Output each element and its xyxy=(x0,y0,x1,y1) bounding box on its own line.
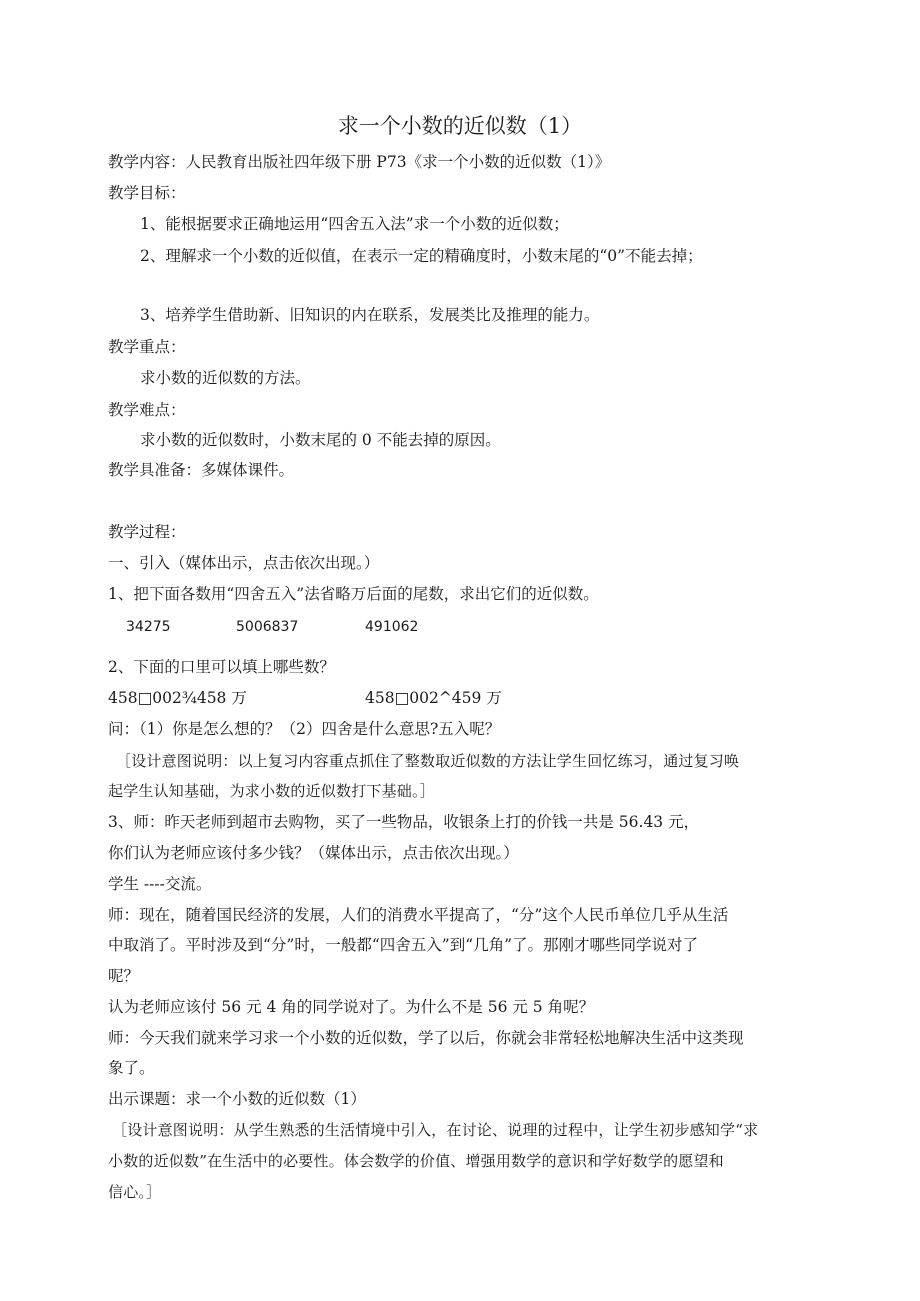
number-item: 34275 xyxy=(126,619,171,635)
difficulty-text: 求小数的近似数时，小数末尾的 0 不能去掉的原因。 xyxy=(140,431,501,449)
teacher-line: 呢？ xyxy=(108,967,140,985)
objective-item: 2、理解求一个小数的近似值，在表示一定的精确度时，小数末尾的“0”不能去掉； xyxy=(140,247,703,265)
design-note-2: 小数的近似数”在生活中的必要性。体会数学的价值、增强用数学的意识和学好数学的愿望和 xyxy=(108,1152,724,1170)
page-title: 求一个小数的近似数（1） xyxy=(337,114,583,138)
teacher-line: 师：今天我们就来学习求一个小数的近似数，学了以后，你就会非常轻松地解决生活中这类现 xyxy=(108,1029,744,1047)
number-item: 5006837 xyxy=(236,619,299,635)
objectives-heading: 教学目标： xyxy=(108,184,186,202)
question-3: 3、师：昨天老师到超市去购物，买了一些物品，收银条上打的价钱一共是 56.43 元， xyxy=(108,813,700,831)
design-note-2: ［设计意图说明：从学生熟悉的生活情境中引入，在讨论、说理的过程中，让学生初步感知学“求 xyxy=(112,1121,759,1139)
key-point-text: 求小数的近似数的方法。 xyxy=(140,369,311,387)
tools-line: 教学具准备：多媒体课件。 xyxy=(108,461,295,479)
number-item: 491062 xyxy=(365,619,419,635)
teacher-line: 中取消了。平时涉及到“分”时，一般都“四舍五入”到“几角”了。那刚才哪些同学说对了 xyxy=(108,936,699,954)
difficulty-heading: 教学难点： xyxy=(108,401,186,419)
content-line: 教学内容：人民教育出版社四年级下册 P73《求一个小数的近似数（1）》 xyxy=(108,153,611,171)
design-note-1: 起学生认知基础，为求小数的近似数打下基础。］ xyxy=(108,782,435,800)
question-3: 你们认为老师应该付多少钱？（媒体出示，点击依次出现。） xyxy=(108,844,519,862)
correct-line: 认为老师应该付 56 元 4 角的同学说对了。为什么不是 56 元 5 角呢？ xyxy=(108,998,595,1016)
expression-left: 458□002¾458 万 xyxy=(108,689,247,707)
objective-item: 1、能根据要求正确地运用“四舍五入法”求一个小数的近似数； xyxy=(140,215,569,233)
design-note-2: 信心。］ xyxy=(108,1183,162,1201)
question-1: 1、把下面各数用“四舍五入”法省略万后面的尾数，求出它们的近似数。 xyxy=(108,585,599,603)
expression-right: 458□002^459 万 xyxy=(365,689,502,707)
process-heading: 教学过程： xyxy=(108,523,186,541)
teacher-line: 师：现在，随着国民经济的发展，人们的消费水平提高了，“分”这个人民币单位几乎从生活 xyxy=(108,906,729,924)
ask-line: 问：（1）你是怎么想的？（2）四舍是什么意思?五入呢？ xyxy=(108,720,501,738)
students-line: 学生 ----交流。 xyxy=(108,875,212,893)
key-point-heading: 教学重点： xyxy=(108,338,186,356)
objective-item: 3、培养学生借助新、旧知识的内在联系，发展类比及推理的能力。 xyxy=(140,306,600,324)
intro-line: 一、引入（媒体出示，点击依次出现。） xyxy=(108,554,380,572)
teacher-line: 象了。 xyxy=(108,1059,155,1077)
design-note-1: ［设计意图说明：以上复习内容重点抓住了整数取近似数的方法让学生回忆练习，通过复习唤 xyxy=(116,752,740,770)
question-2: 2、下面的口里可以填上哪些数？ xyxy=(108,658,335,676)
topic-line: 出示课题：求一个小数的近似数（1） xyxy=(108,1090,366,1108)
